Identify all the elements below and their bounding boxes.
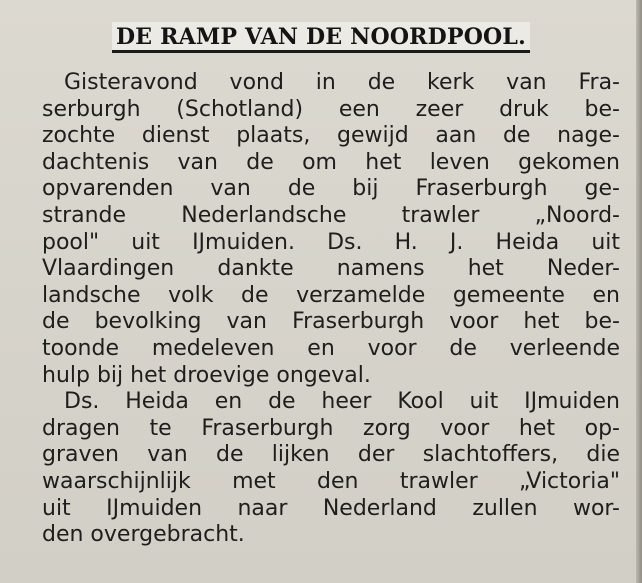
paragraph-1 xyxy=(42,70,620,389)
text-line: zochte dienst plaats, gewijd aan de nage- xyxy=(42,123,620,149)
text-line: pool" uit IJmuiden. Ds. H. J. Heida uit xyxy=(42,229,620,255)
paragraph-2 xyxy=(42,389,620,549)
headline: DE RAMP VAN DE NOORDPOOL. xyxy=(112,22,530,53)
page-edge-shadow xyxy=(636,0,642,583)
text-line: waarschijnlijk met den trawler „Victoria" xyxy=(42,468,620,494)
text-line: uit IJmuiden naar Nederland zullen wor- xyxy=(42,495,620,521)
text-line: toonde medeleven en voor de verleende xyxy=(42,335,620,361)
text-line: Vlaardingen dankte namens het Neder- xyxy=(42,256,620,282)
text-line: opvarenden van de bij Fraserburgh ge- xyxy=(42,176,620,202)
text-line: de bevolking van Fraserburgh voor het be- xyxy=(42,309,620,335)
text-line: landsche volk de verzamelde gemeente en xyxy=(42,282,620,308)
text-line: strande Nederlandsche trawler „Noord- xyxy=(42,202,620,228)
text-line: Gisteravond vond in de kerk van Fra- xyxy=(64,70,620,95)
text-line: serburgh (Schotland) een zeer druk be- xyxy=(42,96,620,122)
text-line: hulp bij het droevige ongeval. xyxy=(42,362,371,388)
text-line: graven van de lijken der slachtoffers, die xyxy=(42,442,620,468)
headline-container xyxy=(0,22,642,53)
text-line: dachtenis van de om het leven gekomen xyxy=(42,149,620,175)
article-body xyxy=(42,70,620,549)
text-line: Ds. Heida en de heer Kool uit IJmuiden xyxy=(64,389,620,415)
text-line: dragen te Fraserburgh zorg voor het op- xyxy=(42,415,620,441)
text-line: den overgebracht. xyxy=(42,522,245,548)
